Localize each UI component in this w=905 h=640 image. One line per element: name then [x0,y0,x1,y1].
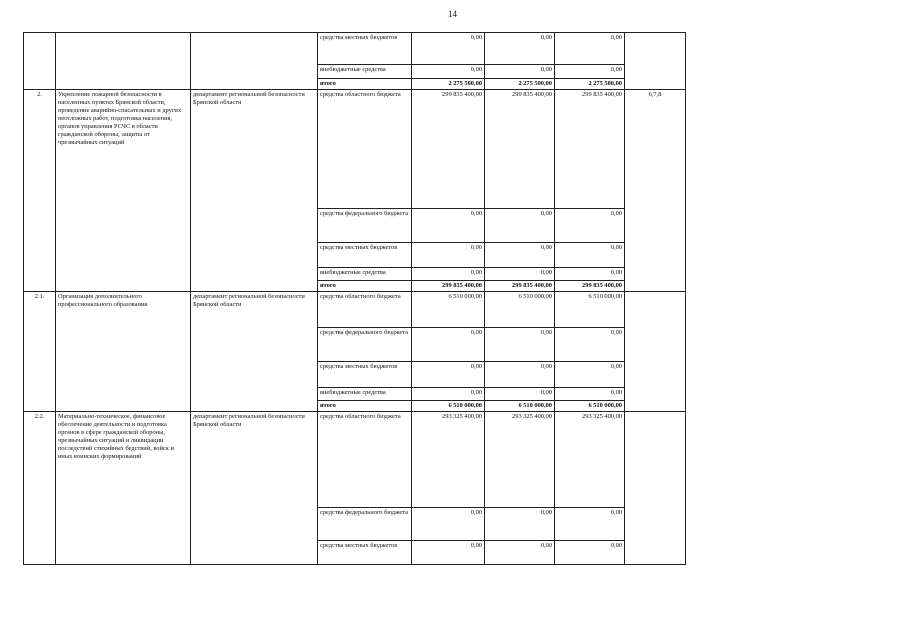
executor-cell: департамент региональной безопасности Брянской области [191,90,318,292]
value-cell: 0,00 [555,541,625,565]
value-cell: 293 325 400,00 [485,412,555,508]
value-cell: 0,00 [555,362,625,388]
value-cell: 0,00 [412,65,485,79]
funding-source-cell: средства местных бюджетов [318,33,412,65]
table-row [24,33,686,65]
value-cell: 0,00 [555,388,625,401]
funding-source-cell: средства областного бюджета [318,90,412,209]
value-cell: 0,00 [412,243,485,268]
table-row [24,412,686,508]
funding-source-cell: внебюджетные средства [318,65,412,79]
value-cell: 293 325 400,00 [412,412,485,508]
row-number-cell: 2.1. [24,292,56,412]
value-cell: 299 835 400,00 [485,90,555,209]
funding-source-cell: средства областного бюджета [318,292,412,328]
executor-cell: департамент региональной безопасности Брянской области [191,292,318,412]
funding-source-cell: итого [318,281,412,292]
funding-source-cell: средства областного бюджета [318,412,412,508]
target-indicator-cell: 6,7,8 [625,90,686,292]
value-cell: 0,00 [485,243,555,268]
funding-source-cell: средства местных бюджетов [318,243,412,268]
value-cell: 0,00 [555,243,625,268]
funding-source-cell: итого [318,401,412,412]
value-cell: 0,00 [412,508,485,541]
value-cell: 0,00 [412,328,485,362]
value-cell: 0,00 [412,541,485,565]
value-cell: 6 510 000,00 [555,292,625,328]
value-cell: 2 275 500,00 [485,79,555,90]
table-body [24,33,686,565]
value-cell: 0,00 [485,65,555,79]
executor-cell: департамент региональной безопасности Брянской области [191,412,318,565]
value-cell: 0,00 [555,328,625,362]
value-cell: 6 510 000,00 [412,401,485,412]
executor-cell [191,33,318,90]
value-cell: 0,00 [555,209,625,243]
value-cell: 0,00 [485,388,555,401]
page-number: 14 [448,9,457,19]
value-cell: 0,00 [485,33,555,65]
value-cell: 6 510 000,00 [412,292,485,328]
funding-source-cell: средства федерального бюджета [318,328,412,362]
value-cell: 0,00 [555,508,625,541]
row-number-cell: 2. [24,90,56,292]
budget-table [23,32,686,565]
value-cell: 299 835 400,00 [555,281,625,292]
row-number-cell [24,33,56,90]
value-cell: 299 835 400,00 [412,90,485,209]
value-cell: 0,00 [412,268,485,281]
table-row [24,292,686,328]
table-row [24,90,686,209]
value-cell: 293 325 400,00 [555,412,625,508]
value-cell: 2 275 500,00 [555,79,625,90]
value-cell: 299 835 400,00 [555,90,625,209]
value-cell: 0,00 [485,328,555,362]
value-cell: 0,00 [555,65,625,79]
funding-source-cell: средства федерального бюджета [318,508,412,541]
value-cell: 0,00 [412,209,485,243]
funding-source-cell: средства местных бюджетов [318,541,412,565]
funding-source-cell: внебюджетные средства [318,388,412,401]
value-cell: 0,00 [412,33,485,65]
target-indicator-cell [625,33,686,90]
value-cell: 0,00 [412,388,485,401]
target-indicator-cell [625,292,686,412]
value-cell: 0,00 [485,508,555,541]
value-cell: 6 510 000,00 [485,292,555,328]
value-cell: 0,00 [555,268,625,281]
value-cell: 0,00 [412,362,485,388]
funding-source-cell: средства местных бюджетов [318,362,412,388]
target-indicator-cell [625,412,686,565]
funding-source-cell: средства федерального бюджета [318,209,412,243]
funding-source-cell: внебюджетные средства [318,268,412,281]
value-cell: 0,00 [485,209,555,243]
row-number-cell: 2.2. [24,412,56,565]
measure-name-cell: Укрепление пожарной безопасности в населенных пунктах Брянской области, проведение аварийно-спасательных и других неотложных работ, подготовка населения, органов управления РСЧС в области гражданской обороны, защиты от чрезвычайных ситуаций [56,90,191,292]
value-cell: 2 275 500,00 [412,79,485,90]
value-cell: 0,00 [485,268,555,281]
value-cell: 6 510 000,00 [555,401,625,412]
value-cell: 6 510 000,00 [485,401,555,412]
value-cell: 0,00 [555,33,625,65]
value-cell: 0,00 [485,362,555,388]
value-cell: 0,00 [485,541,555,565]
funding-source-cell: итого [318,79,412,90]
measure-name-cell: Организация дополнительного профессионального образования [56,292,191,412]
value-cell: 299 835 400,00 [412,281,485,292]
measure-name-cell [56,33,191,90]
measure-name-cell: Материально-техническое, финансовое обеспечение деятельности и подготовка органов в сфере гражданской обороны, чрезвычайных ситуаций и ликвидации последствий стихийных бедствий, войск и иных воинских формирований [56,412,191,565]
value-cell: 299 835 400,00 [485,281,555,292]
